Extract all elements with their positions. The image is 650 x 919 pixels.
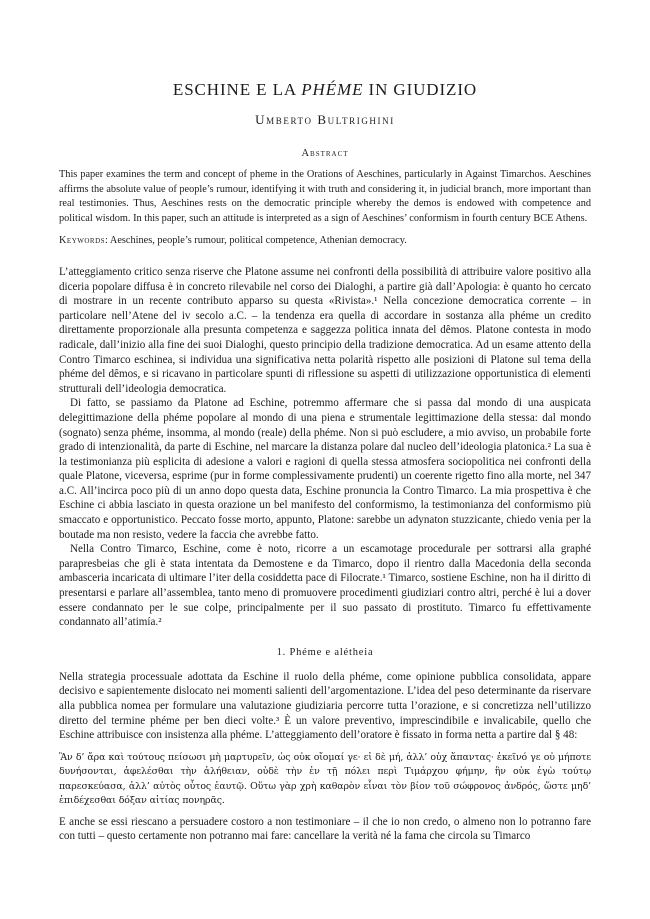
title-emphasis: PHÉME: [301, 80, 364, 99]
body-paragraph: Nella strategia processuale adottata da Eschine il ruolo della phéme, come opinione pubblica consolidata, appare decisivo e sapientemente dislocato nei momenti salienti dell’argomentazione. L’idea del peso determinante da riservare alla pubblica nomea per formulare una valutazione giudiziaria percorre tutta l’orazione, e si concretizza nell’utilizzo diretto del termine phéme per ben dieci volte.³ È un valore preventivo, imprescindibile e invalicabile, quello che Eschine attribuisce con insistenza alla phéme. L’atteggiamento dell’oratore è fissato in forma netta a partire dal § 48:: [59, 670, 591, 742]
abstract-heading: Abstract: [301, 148, 349, 159]
abstract-text: This paper examines the term and concept of pheme in the Orations of Aeschines, particularly in Against Timarchos. Aeschines affirms the absolute value of people’s rumour, identifying it with truth and considering it, in judicial branch, more important than real testimonies. Thus, Aeschines rests on the democratic principle whereby the demos is endowed with competence and political wisdom. In this paper, such an attitude is interpreted as a sign of Aeschines’ conformism in fourth century BCE Athens.: [59, 169, 591, 224]
keywords-label: Keywords: [59, 235, 106, 247]
body-paragraph: L’atteggiamento critico senza riserve che Platone assume nei confronti della possibilità di attribuire valore positivo alla diceria popolare diffusa è in concreto rilevabile nel corso dei Dialoghi, a partire già dall’Apologia: è quanto ho cercato di mostrare in un recente contributo apparso su questa «Rivista».¹ Nella concezione democratica corrente – in particolare nell’Atene del iv secolo a.C. – la tendenza era quella di accordare in sostanza alla phéme un credito direttamente proporzionale alla presunta competenza e saggezza politica innata del dêmos. Platone contesta in modo radicale, dall’inizio alla fine dei suoi Dialoghi, questo principio della tradizione democratica. Ad un esame attento della Contro Timarco eschinea, si individua una significativa netta polarità rispetto alle posizioni di Platone sul tema della phéme del dêmos, e si ricavano in particolare spunti di riflessione su aspetti di utilizzazione opportunistica di elementi strutturali dell’ideologia democratica.: [59, 265, 591, 395]
article-title: [59, 78, 591, 102]
section-heading: 1. Phéme e alétheia: [276, 646, 374, 658]
body-paragraph: Nella Contro Timarco, Eschine, come è noto, ricorre a un escamotage procedurale per sottrarsi alla graphé parapresbeias che gli è stata intentata da Demostene e da Timarco, dopo il rientro dalla Macedonia della seconda ambasceria incaricata di ultimare l’iter della cosiddetta pace di Filocrate.¹ Timarco, sostiene Eschine, non ha il diritto di presentarsi e parlare all’assemblea, tanto meno di promuovere procedimenti giudiziari contro altri, perché è lui a dover essere condannato per le sue colpe, principalmente per il suo passato di prostituto. Timarco fu effettivamente condannato all’atimía.²: [59, 543, 591, 629]
article-body-section-1: [59, 670, 591, 844]
keywords: [59, 234, 591, 249]
greek-quotation: Ἂν δ’ ἄρα καὶ τούτους πείσωσι μὴ μαρτυρεῖν, ὡς οὐκ οἴομαί γε· εἰ δὲ μή, ἀλλ’ οὐχ ἅπαντας· ἐκεῖνό γε οὐ μήποτε δυνήσονται, ἀφελέσθαι τὴν ἀλήθειαν, οὐδὲ τὴν ἐν τῇ πόλει περὶ Τιμάρχου φήμην, ἣν οὐκ ἐγὼ τούτῳ παρεσκεύασα, ἀλλ’ αὐτὸς οὗτος ἑαυτῷ. Οὕτω γὰρ χρὴ καθαρὸν εἶναι τὸν βίον τοῦ σώφρονος ἀνδρός, ὥστε μηδ’ ἐπιδέχεσθαι δόξαν αἰτίας πονηρᾶς.: [59, 751, 591, 807]
title-text: ESCHINE E LA: [172, 80, 302, 99]
title-text-end: IN GIUDIZIO: [363, 80, 478, 99]
body-paragraph: E anche se essi riescano a persuadere costoro a non testimoniare – il che io non credo, o almeno non lo potranno fare con tutti – questo certamente non potranno mai fare: cancellare la verità né la fama che circola su Timarco: [59, 815, 591, 843]
body-paragraph: Di fatto, se passiamo da Platone ad Eschine, potremmo affermare che si passa dal mondo di una auspicata delegittimazione della phéme popolare al mondo di una piena e strumentale legittimazione della stessa: dal mondo (sognato) senza phéme, insomma, al mondo (reale) della phéme. Non si può escludere, a mio avviso, un probabile forte grado di intenzionalità, da parte di Eschine, nel marcare la distanza polare dal nucleo dell’ideologia platonica.² La sua è la testimonianza più esplicita di adesione a valori e ragioni di quella stessa atmosfera sociopolitica nei confronti della quale Platone, viceversa, esprime (pur in forme complessivamente prudenti) un coerente rigetto fino alla morte, nel 347 a.C. All’incirca poco più di un anno dopo questa data, Eschine pronuncia la Contro Timarco. La mia prospettiva è che Eschine ci abbia lasciato in questa orazione un bel manifesto del conformismo, la testimonianza del conformismo più smaccato e opportunistico. Peccato fosse morto, appunto, Platone: sarebbe un adynaton stuzzicante, chiedo venia per la boutade ma non resisto, vedere la faccia che avrebbe fatto.: [59, 397, 591, 541]
keywords-text: : Aeschines, people’s rumour, political competence, Athenian democracy.: [105, 235, 407, 247]
article-body: [59, 265, 591, 630]
author-name: Umberto Bultrighini: [255, 112, 395, 127]
